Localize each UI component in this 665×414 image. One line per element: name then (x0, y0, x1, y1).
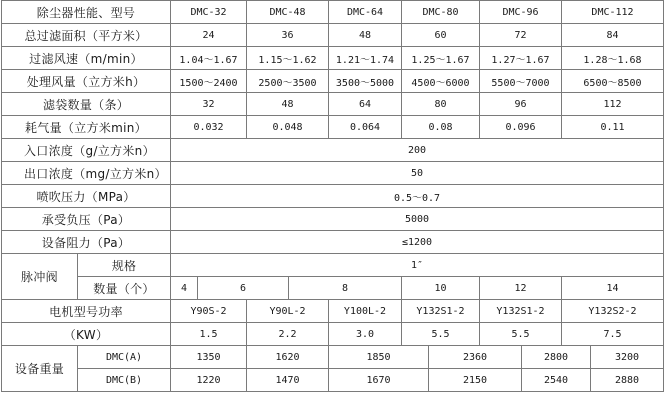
pulse-count-row (2, 277, 664, 300)
cell-value: 4 (171, 277, 198, 300)
cell-value: 1500～2400 (171, 70, 247, 93)
row-label: 入口浓度（g/立方米n） (2, 139, 171, 162)
model-header: DMC-64 (329, 1, 402, 24)
cell-value: 12 (480, 277, 562, 300)
cell-value: 10 (402, 277, 480, 300)
spec-table (1, 0, 664, 392)
inlet-row (2, 139, 664, 162)
weight-label: 设备重量 (2, 346, 78, 392)
row-label: 喷吹压力（MPa） (2, 185, 171, 208)
cell-value: 5.5 (480, 323, 562, 346)
pulse-spec-label: 规格 (78, 254, 171, 277)
pulse-spec-value: 1″ (171, 254, 664, 277)
model-header: DMC-96 (480, 1, 562, 24)
cell-value: 0.08 (402, 116, 480, 139)
row-label: 处理风量（立方米h） (2, 70, 171, 93)
row-label: 滤袋数量（条） (2, 93, 171, 116)
cell-value: 6500～8500 (562, 70, 664, 93)
cell-value: 80 (402, 93, 480, 116)
row-label: 电机型号功率 (2, 300, 171, 323)
cell-value: 36 (247, 24, 329, 47)
weight-row-b (2, 369, 664, 392)
model-header: DMC-32 (171, 1, 247, 24)
row-label: 过滤风速（m/min） (2, 47, 171, 70)
cell-value: 60 (402, 24, 480, 47)
motor-model-row (2, 300, 664, 323)
cell-value: Y132S1-2 (480, 300, 562, 323)
cell-value: 2880 (591, 369, 664, 392)
cell-value: 3500～5000 (329, 70, 402, 93)
cell-value: 32 (171, 93, 247, 116)
cell-value: 1.5 (171, 323, 247, 346)
model-header: DMC-80 (402, 1, 480, 24)
cell-value: 0.11 (562, 116, 664, 139)
cell-value: 48 (247, 93, 329, 116)
cell-value: 0.048 (247, 116, 329, 139)
cell-value: 5500～7000 (480, 70, 562, 93)
cell-value: 1670 (329, 369, 429, 392)
row-label: （KW） (2, 323, 171, 346)
area-row (2, 24, 664, 47)
model-header: DMC-112 (562, 1, 664, 24)
header-label: 除尘器性能、型号 (2, 1, 171, 24)
cell-value: 64 (329, 93, 402, 116)
cell-value: Y132S2-2 (562, 300, 664, 323)
cell-value: 0.064 (329, 116, 402, 139)
cell-value: 1620 (247, 346, 329, 369)
cell-value: Y100L-2 (329, 300, 402, 323)
cell-value: 24 (171, 24, 247, 47)
cell-value: 1.15～1.62 (247, 47, 329, 70)
cell-value: 2800 (522, 346, 591, 369)
weight-variant-label: DMC(A) (78, 346, 171, 369)
cell-value: 2150 (429, 369, 522, 392)
cell-value: 4500～6000 (402, 70, 480, 93)
cell-value: 2.2 (247, 323, 329, 346)
cell-value: 72 (480, 24, 562, 47)
pulse-spec-row (2, 254, 664, 277)
cell-value: Y90S-2 (171, 300, 247, 323)
cell-value: 6 (198, 277, 289, 300)
cell-value: 1850 (329, 346, 429, 369)
cell-value: 1470 (247, 369, 329, 392)
shared-value: ≤1200 (171, 231, 664, 254)
cell-value: 2360 (429, 346, 522, 369)
weight-row-a (2, 346, 664, 369)
motor-power-row (2, 323, 664, 346)
outlet-row (2, 162, 664, 185)
weight-variant-label: DMC(B) (78, 369, 171, 392)
shared-value: 50 (171, 162, 664, 185)
pressure-row (2, 185, 664, 208)
row-label: 耗气量（立方米min） (2, 116, 171, 139)
cell-value: 48 (329, 24, 402, 47)
cell-value: 0.032 (171, 116, 247, 139)
row-label: 出口浓度（mg/立方米n） (2, 162, 171, 185)
negative-row (2, 208, 664, 231)
cell-value: 2500～3500 (247, 70, 329, 93)
cell-value: 8 (289, 277, 402, 300)
air-row (2, 116, 664, 139)
cell-value: 1.21～1.74 (329, 47, 402, 70)
shared-value: 0.5～0.7 (171, 185, 664, 208)
cell-value: 0.096 (480, 116, 562, 139)
cell-value: 112 (562, 93, 664, 116)
cell-value: 1.25～1.67 (402, 47, 480, 70)
shared-value: 5000 (171, 208, 664, 231)
cell-value: Y90L-2 (247, 300, 329, 323)
cell-value: 96 (480, 93, 562, 116)
cell-value: 1220 (171, 369, 247, 392)
cell-value: 1.28～1.68 (562, 47, 664, 70)
cell-value: 1.04～1.67 (171, 47, 247, 70)
speed-row (2, 47, 664, 70)
cell-value: 3.0 (329, 323, 402, 346)
shared-value: 200 (171, 139, 664, 162)
volume-row (2, 70, 664, 93)
header-row (2, 1, 664, 24)
cell-value: 1350 (171, 346, 247, 369)
model-header: DMC-48 (247, 1, 329, 24)
cell-value: 84 (562, 24, 664, 47)
row-label: 设备阻力（Pa） (2, 231, 171, 254)
cell-value: 7.5 (562, 323, 664, 346)
row-label: 承受负压（Pa） (2, 208, 171, 231)
row-label: 总过滤面积（平方米） (2, 24, 171, 47)
cell-value: 14 (562, 277, 664, 300)
pulse-valve-label: 脉冲阀 (2, 254, 78, 300)
cell-value: Y132S1-2 (402, 300, 480, 323)
cell-value: 1.27～1.67 (480, 47, 562, 70)
pulse-count-label: 数量（个） (78, 277, 171, 300)
cell-value: 5.5 (402, 323, 480, 346)
cell-value: 3200 (591, 346, 664, 369)
bags-row (2, 93, 664, 116)
cell-value: 2540 (522, 369, 591, 392)
resistance-row (2, 231, 664, 254)
